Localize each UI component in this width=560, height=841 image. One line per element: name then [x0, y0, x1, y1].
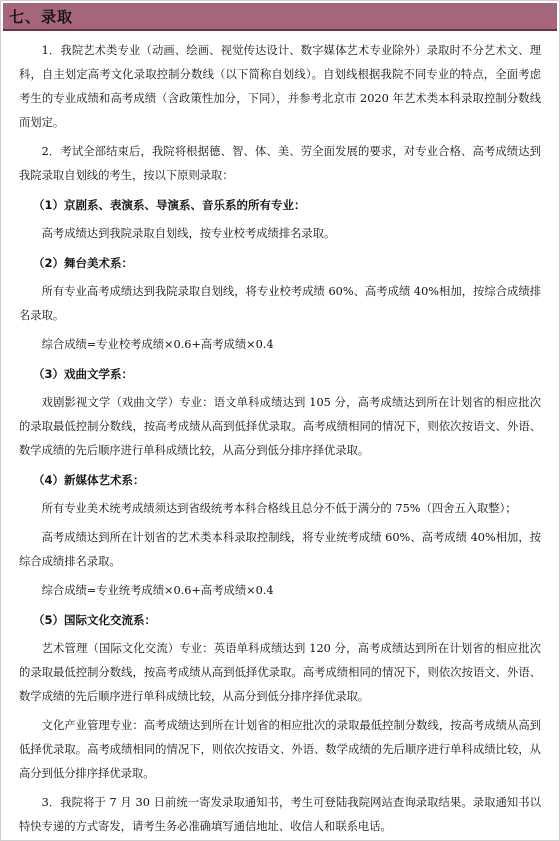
paragraph-dept-2-rule: 所有专业高考成绩达到我院录取自划线，将专业校考成绩 60%、高考成绩 40%相加，按综合成绩排名录取。 [19, 285, 541, 322]
paragraph-dept-4-formula: 综合成绩=专业统考成绩×0.6+高考成绩×0.4 [41, 584, 274, 597]
paragraph-3: 3．我院将于 7 月 30 日前统一寄发录取通知书，考生可登陆我院网站查询录取结果。录取通知书以特快专递的方式寄发，请考生务必准确填写通信地址、收信人和联系电话。 [19, 796, 541, 833]
section-title: 七、录取 [9, 7, 74, 26]
paragraph-dept-4-rule: 高考成绩达到所在计划省的艺术类本科录取控制线，将专业统考成绩 60%、高考成绩 40%相加，按综合成绩排名录取。 [19, 531, 541, 568]
document-body [1, 31, 559, 839]
section-header [3, 3, 557, 31]
subheading-dept-2: （2）舞台美术系： [33, 256, 134, 270]
subheading-dept-1: （1）京剧系、表演系、导演系、音乐系的所有专业： [33, 198, 306, 212]
paragraph-dept-2-formula: 综合成绩=专业校考成绩×0.6+高考成绩×0.4 [41, 338, 274, 351]
subheading-dept-4: （4）新媒体艺术系： [33, 473, 145, 487]
paragraph-dept-5-cultural-industry: 文化产业管理专业：高考成绩达到所在计划省的相应批次的录取最低控制分数线，按高考成绩从高到低择优录取。高考成绩相同的情况下，则依次按语文、外语、数学成绩的先后顺序进行单科成绩比较，从高分到低分排序择优录取。 [19, 719, 541, 780]
paragraph-dept-5-arts-management: 艺术管理（国际文化交流）专业：英语单科成绩达到 120 分，高考成绩达到所在计划省的相应批次的录取最低控制分数线，按高考成绩从高到低择优录取。高考成绩相同的情况下，则依次按语文、外语、数学成绩的先后顺序进行单科成绩比较，从高分到低分排序择优录取。 [19, 642, 541, 703]
paragraph-dept-3-rule: 戏剧影视文学（戏曲文学）专业：语文单科成绩达到 105 分，高考成绩达到所在计划省的相应批次的录取最低控制分数线，按高考成绩从高到低择优录取。高考成绩相同的情况下，则依次按语文、外语、数学成绩的先后顺序进行单科成绩比较，从高分到低分排序择优录取。 [19, 396, 541, 457]
paragraph-2: 2．考试全部结束后，我院将根据德、智、体、美、劳全面发展的要求，对专业合格、高考成绩达到我院录取自划线的考生，按以下原则录取： [19, 145, 541, 182]
paragraph-dept-1-rule: 高考成绩达到我院录取自划线，按专业校考成绩排名录取。 [41, 227, 336, 240]
subheading-dept-3: （3）戏曲文学系： [33, 367, 134, 381]
paragraph-dept-4-requirement: 所有专业美术统考成绩须达到省级统考本科合格线且总分不低于满分的 75%（四舍五入取整）； [41, 502, 517, 515]
paragraph-1: 1．我院艺术类专业（动画、绘画、视觉传达设计、数字媒体艺术专业除外）录取时不分艺术文、理科，自主划定高考文化录取控制分数线（以下简称自划线）。自划线根据我院不同专业的特点，全面考虑考生的专业成绩和高考成绩（含政策性加分，下同），并参考北京市 2020 年艺术类本科录取控制分数线而划定。 [19, 44, 541, 129]
subheading-dept-5: （5）国际文化交流系： [33, 613, 157, 627]
